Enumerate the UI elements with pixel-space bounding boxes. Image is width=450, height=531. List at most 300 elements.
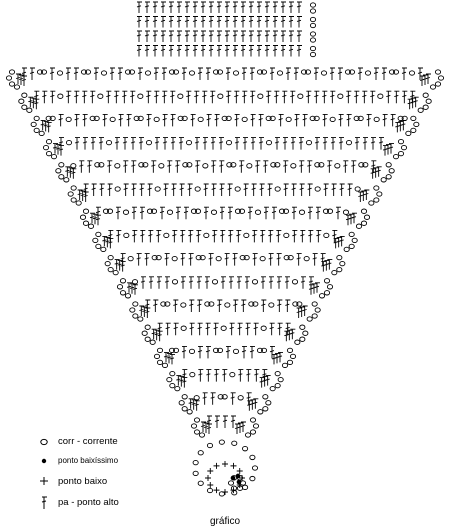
- single-crochet-stitch: [205, 475, 211, 481]
- double-crochet-stitch: [185, 46, 190, 57]
- double-crochet-stitch: [179, 138, 184, 150]
- chain-stitch: [142, 331, 147, 335]
- double-crochet-stitch: [241, 31, 246, 42]
- double-crochet-stitch: [292, 184, 297, 196]
- double-crochet-stitch: [42, 91, 47, 103]
- chain-stitch: [430, 85, 435, 89]
- double-crochet-stitch: [225, 254, 230, 266]
- double-crochet-stitch: [316, 207, 321, 219]
- double-crochet-stitch: [161, 31, 166, 42]
- double-crochet-stitch: [155, 138, 160, 150]
- double-crochet-stitch: [269, 277, 274, 289]
- double-crochet-stitch: [260, 184, 265, 196]
- chain-stitch: [186, 140, 191, 144]
- double-crochet-stitch: [204, 207, 209, 219]
- double-crochet-stitch: [265, 46, 270, 57]
- double-crochet-stitch: [402, 68, 407, 80]
- double-crochet-stitch: [261, 277, 266, 289]
- double-crochet-stitch: [270, 68, 275, 80]
- double-crochet-stitch: [283, 138, 288, 150]
- double-crochet-stitch: [160, 207, 165, 219]
- chain-stitch: [179, 401, 184, 405]
- double-crochet-stitch: [297, 31, 302, 42]
- double-crochet-stitch: [151, 161, 156, 173]
- double-crochet-stitch: [211, 393, 216, 405]
- double-crochet-stitch: [297, 46, 302, 57]
- chain-stitch: [71, 164, 76, 168]
- double-crochet-stitch: [198, 346, 203, 358]
- double-crochet-stitch: [94, 68, 99, 80]
- legend-label-single-crochet: ponto baixo: [58, 476, 108, 487]
- double-crochet-stitch: [124, 184, 129, 196]
- double-crochet-stitch: [166, 323, 171, 335]
- double-crochet-stitch: [215, 416, 220, 428]
- chain-stitch: [261, 326, 266, 330]
- chain-stitch: [207, 443, 212, 447]
- double-crochet-stitch: [175, 161, 180, 173]
- double-crochet-stitch: [206, 68, 211, 80]
- double-crochet-stitch: [201, 46, 206, 57]
- double-crochet-stitch: [299, 161, 304, 173]
- double-crochet-stitch: [154, 68, 159, 80]
- chain-stitch: [250, 476, 255, 480]
- double-crochet-stitch: [367, 114, 372, 126]
- double-crochet-stitch: [172, 184, 177, 196]
- chain-stitch: [337, 267, 342, 271]
- single-crochet-stitch: [231, 463, 237, 469]
- chain-stitch: [349, 244, 354, 248]
- double-crochet-stitch: [30, 68, 35, 80]
- chain-stitch: [253, 424, 258, 428]
- double-crochet-stitch: [228, 184, 233, 196]
- double-crochet-stitch: [257, 31, 262, 42]
- double-crochet-stitch: [231, 416, 236, 428]
- double-crochet-stitch: [162, 91, 167, 103]
- chain-stitch: [22, 105, 27, 109]
- double-crochet-stitch: [321, 262, 326, 272]
- double-crochet-stitch: [254, 323, 259, 335]
- chain-stitch: [232, 491, 237, 495]
- chain-stitch: [324, 279, 329, 283]
- chain-stitch: [219, 440, 224, 444]
- double-crochet-stitch: [196, 230, 201, 242]
- double-crochet-stitch: [153, 2, 158, 13]
- double-crochet-stitch: [281, 31, 286, 42]
- chain-stitch: [178, 94, 183, 98]
- double-crochet-stitch: [209, 254, 214, 266]
- double-crochet-stitch: [225, 31, 230, 42]
- double-crochet-stitch: [83, 114, 88, 126]
- double-crochet-stitch: [286, 68, 291, 80]
- chain-stitch: [170, 371, 175, 375]
- double-crochet-stitch: [82, 91, 87, 103]
- double-crochet-stitch: [139, 138, 144, 150]
- double-crochet-stitch: [197, 277, 202, 289]
- double-crochet-stitch: [170, 354, 175, 364]
- slip-stitch: [236, 474, 240, 478]
- double-crochet-stitch: [174, 323, 179, 335]
- double-crochet-stitch: [149, 277, 154, 289]
- double-crochet-stitch: [145, 46, 150, 57]
- chain-stitch: [110, 117, 115, 121]
- single-crochet-stitch: [207, 482, 213, 488]
- double-crochet-stitch: [198, 323, 203, 335]
- chain-stitch: [398, 139, 403, 143]
- chain-stitch: [258, 94, 263, 98]
- double-crochet-stitch: [307, 161, 312, 173]
- single-crochet-stitch: [214, 487, 220, 493]
- chain-stitch: [337, 255, 342, 259]
- double-crochet-stitch: [173, 300, 178, 312]
- chain-stitch: [51, 154, 56, 158]
- chain-stitch: [252, 280, 257, 284]
- double-crochet-stitch: [279, 114, 284, 126]
- double-crochet-stitch: [130, 91, 135, 103]
- double-crochet-stitch: [203, 138, 208, 150]
- legend-label-slip-stitch: ponto baixíssimo: [58, 456, 119, 465]
- chain-stitch: [245, 433, 250, 437]
- double-crochet-stitch: [299, 138, 304, 150]
- chain-stitch: [193, 471, 198, 475]
- double-crochet-stitch: [285, 277, 290, 289]
- chain-stitch: [330, 117, 335, 121]
- chain-stitch: [207, 488, 212, 492]
- double-crochet-stitch: [206, 370, 211, 382]
- double-crochet-stitch: [228, 230, 233, 242]
- chain-stitch: [57, 71, 62, 75]
- double-crochet-stitch: [300, 184, 305, 196]
- chain-stitch: [303, 331, 308, 335]
- double-crochet-stitch: [177, 17, 182, 28]
- chain-stitch: [96, 232, 101, 236]
- double-crochet-stitch: [246, 323, 251, 335]
- chain-stitch: [312, 314, 317, 318]
- double-crochet-stitch: [217, 17, 222, 28]
- chain-stitch: [386, 175, 391, 179]
- double-crochet-stitch: [161, 17, 166, 28]
- double-crochet-stitch: [252, 230, 257, 242]
- double-crochet-stitch: [148, 184, 153, 196]
- chain-stitch: [172, 256, 177, 260]
- double-crochet-stitch: [275, 138, 280, 150]
- chain-stitch: [14, 85, 19, 89]
- chain-stitch: [157, 360, 162, 364]
- double-crochet-stitch: [153, 17, 158, 28]
- double-crochet-stitch: [308, 207, 313, 219]
- double-crochet-stitch: [201, 17, 206, 28]
- double-crochet-stitch: [300, 230, 305, 242]
- chain-stitch: [59, 163, 64, 167]
- double-crochet-stitch: [245, 277, 250, 289]
- double-crochet-stitch: [277, 300, 282, 312]
- double-crochet-stitch: [211, 161, 216, 173]
- double-crochet-stitch: [327, 161, 332, 173]
- double-crochet-stitch: [188, 184, 193, 196]
- double-crochet-stitch: [108, 238, 113, 248]
- double-crochet-stitch: [294, 68, 299, 80]
- chain-stitch: [113, 270, 118, 274]
- chain-stitch: [120, 279, 125, 283]
- chain-stitch: [418, 108, 423, 112]
- chain-stitch: [369, 201, 374, 205]
- chain-stitch: [292, 280, 297, 284]
- double-crochet-stitch: [315, 138, 320, 150]
- chain-stitch: [238, 396, 243, 400]
- double-crochet-stitch: [217, 46, 222, 57]
- double-crochet-stitch: [284, 184, 289, 196]
- double-crochet-stitch: [225, 17, 230, 28]
- double-crochet-stitch: [163, 114, 168, 126]
- chain-stitch: [198, 481, 203, 485]
- double-crochet-stitch: [131, 138, 136, 150]
- chain-stitch: [263, 407, 268, 411]
- double-crochet-stitch: [182, 378, 187, 388]
- double-crochet-stitch: [314, 68, 319, 80]
- double-crochet-stitch: [250, 68, 255, 80]
- chain-stitch: [105, 261, 110, 265]
- chain-stitch: [287, 360, 292, 364]
- chain-stitch: [300, 337, 305, 341]
- double-crochet-stitch: [233, 300, 238, 312]
- double-crochet-stitch: [198, 68, 203, 80]
- double-crochet-stitch: [358, 192, 363, 202]
- double-crochet-stitch: [235, 114, 240, 126]
- chain-stitch: [39, 131, 44, 135]
- double-crochet-stitch: [254, 370, 259, 382]
- double-crochet-stitch: [114, 91, 119, 103]
- double-crochet-stitch: [233, 17, 238, 28]
- double-crochet-stitch: [313, 254, 318, 266]
- double-crochet-stitch: [184, 207, 189, 219]
- chain-stitch: [93, 238, 98, 242]
- double-crochet-stitch: [167, 161, 172, 173]
- double-crochet-stitch: [50, 91, 55, 103]
- double-crochet-stitch: [210, 91, 215, 103]
- slip-stitch: [237, 480, 241, 484]
- double-crochet-stitch: [250, 346, 255, 358]
- chain-stitch: [145, 325, 150, 329]
- chain-stitch: [258, 410, 263, 414]
- chain-stitch: [145, 337, 150, 341]
- chain-symbol-icon: [38, 436, 50, 448]
- double-crochet-stitch: [265, 31, 270, 42]
- double-crochet-stitch: [285, 300, 290, 312]
- double-crochet-stitch: [66, 68, 71, 80]
- chain-stitch: [88, 224, 93, 228]
- chain-stitch: [130, 308, 135, 312]
- chain-stitch: [310, 17, 315, 21]
- chain-stitch: [438, 76, 443, 80]
- chain-stitch: [138, 94, 143, 98]
- double-crochet-stitch: [371, 138, 376, 150]
- double-crochet-stitch: [223, 416, 228, 428]
- chain-stitch: [435, 82, 440, 86]
- chain-stitch: [132, 280, 137, 284]
- double-crochet-stitch: [219, 161, 224, 173]
- chain-stitch: [344, 247, 349, 251]
- double-crochet-stitch: [420, 76, 425, 86]
- chain-stitch: [199, 433, 204, 437]
- double-crochet-stitch: [309, 285, 314, 295]
- double-crochet-stitch: [336, 207, 341, 219]
- double-crochet-stitch: [238, 323, 243, 335]
- double-crochet-stitch: [209, 2, 214, 13]
- double-crochet-stitch: [66, 91, 71, 103]
- double-crochet-stitch: [221, 277, 226, 289]
- chain-stitch: [198, 451, 203, 455]
- chain-stitch: [68, 192, 73, 196]
- chain-stitch: [269, 303, 274, 307]
- chain-stitch: [34, 116, 39, 120]
- double-crochet-stitch: [116, 230, 121, 242]
- double-crochet-stitch: [402, 91, 407, 103]
- chain-stitch: [324, 291, 329, 295]
- chain-stitch: [327, 285, 332, 289]
- double-crochet-stitch: [394, 91, 399, 103]
- double-crochet-stitch: [203, 393, 208, 405]
- double-crochet-stitch: [110, 68, 115, 80]
- chain-stitch: [377, 192, 382, 196]
- chain-stitch: [361, 209, 366, 213]
- double-crochet-stitch: [145, 17, 150, 28]
- double-crochet-stitch: [172, 230, 177, 242]
- double-crochet-stitch: [191, 114, 196, 126]
- double-crochet-stitch: [148, 230, 153, 242]
- double-crochet-stitch: [222, 370, 227, 382]
- chain-stitch: [198, 117, 203, 121]
- chain-stitch: [244, 233, 249, 237]
- double-crochet-stitch: [277, 254, 282, 266]
- double-crochet-stitch: [207, 114, 212, 126]
- chain-stitch: [242, 117, 247, 121]
- double-crochet-stitch: [382, 68, 387, 80]
- chain-stitch: [393, 154, 398, 158]
- double-crochet-stitch: [169, 31, 174, 42]
- double-crochet-stitch: [233, 254, 238, 266]
- double-crochet-stitch: [137, 46, 142, 57]
- chain-stitch: [310, 32, 315, 36]
- double-crochet-stitch: [261, 300, 266, 312]
- chain-stitch: [56, 169, 61, 173]
- double-crochet-stitch: [74, 68, 79, 80]
- double-crochet-stitch: [99, 138, 104, 150]
- double-crochet-stitch: [193, 46, 198, 57]
- double-crochet-stitch: [346, 215, 351, 225]
- chain-stitch: [304, 256, 309, 260]
- double-crochet-stitch: [188, 230, 193, 242]
- chain-stitch: [319, 294, 324, 298]
- chain-stitch: [230, 372, 235, 376]
- double-crochet-stitch: [306, 91, 311, 103]
- double-crochet-stitch: [383, 146, 388, 156]
- double-crochet-stitch: [316, 230, 321, 242]
- chain-stitch: [120, 291, 125, 295]
- chain-stitch: [233, 349, 238, 353]
- chain-stitch: [43, 145, 48, 149]
- double-crochet-stitch: [103, 114, 108, 126]
- double-crochet-stitch: [226, 91, 231, 103]
- double-crochet-stitch: [270, 323, 275, 335]
- double-crochet-stitch: [141, 277, 146, 289]
- chain-stitch: [154, 117, 159, 121]
- double-crochet-stitch: [246, 370, 251, 382]
- double-crochet-stitch: [185, 2, 190, 13]
- double-crochet-symbol-icon: [38, 495, 50, 511]
- double-crochet-stitch: [354, 91, 359, 103]
- double-crochet-stitch: [180, 230, 185, 242]
- chain-stitch: [250, 418, 255, 422]
- chain-stitch: [381, 178, 386, 182]
- chain-stitch: [191, 424, 196, 428]
- double-crochet-stitch: [243, 138, 248, 150]
- chain-stitch: [275, 383, 280, 387]
- chain-stitch: [98, 94, 103, 98]
- chain-stitch: [96, 244, 101, 248]
- chain-stitch: [19, 99, 24, 103]
- double-crochet-stitch: [90, 91, 95, 103]
- chain-stitch: [22, 93, 27, 97]
- double-crochet-stitch: [161, 46, 166, 57]
- chain-stitch: [27, 108, 32, 112]
- chain-stitch: [247, 164, 252, 168]
- chain-stitch: [411, 128, 416, 132]
- chain-stitch: [282, 363, 287, 367]
- double-crochet-stitch: [235, 424, 240, 434]
- chain-stitch: [386, 163, 391, 167]
- double-crochet-stitch: [323, 114, 328, 126]
- chain-stitch: [138, 317, 143, 321]
- chain-stitch: [189, 71, 194, 75]
- double-crochet-stitch: [217, 2, 222, 13]
- double-crochet-stitch: [122, 91, 127, 103]
- double-crochet-stitch: [74, 91, 79, 103]
- chain-stitch: [194, 418, 199, 422]
- double-crochet-stitch: [323, 138, 328, 150]
- double-crochet-stitch: [220, 207, 225, 219]
- double-crochet-stitch: [147, 114, 152, 126]
- chain-stitch: [181, 303, 186, 307]
- double-crochet-stitch: [239, 161, 244, 173]
- double-crochet-stitch: [91, 138, 96, 150]
- double-crochet-stitch: [339, 114, 344, 126]
- single-crochet-stitch: [207, 468, 213, 474]
- chain-stitch: [310, 52, 315, 56]
- chain-stitch: [284, 233, 289, 237]
- double-crochet-stitch: [47, 122, 52, 132]
- double-crochet-stitch: [132, 207, 137, 219]
- double-crochet-stitch: [251, 114, 256, 126]
- double-crochet-stitch: [379, 138, 384, 150]
- double-crochet-stitch: [303, 114, 308, 126]
- chain-stitch: [250, 455, 255, 459]
- double-crochet-stitch: [92, 184, 97, 196]
- double-crochet-stitch: [297, 308, 302, 318]
- double-crochet-stitch: [190, 323, 195, 335]
- double-crochet-stitch: [209, 31, 214, 42]
- double-crochet-stitch: [228, 207, 233, 219]
- double-crochet-stitch: [247, 401, 252, 411]
- chain-stitch: [332, 270, 337, 274]
- double-crochet-stitch: [343, 161, 348, 173]
- single-crochet-stitch: [222, 461, 228, 467]
- chain-stitch: [270, 386, 275, 390]
- chain-stitch: [374, 186, 379, 190]
- chain-stitch: [76, 201, 81, 205]
- chain-stitch: [182, 395, 187, 399]
- single-crochet-stitch: [237, 468, 243, 474]
- chain-stitch: [9, 82, 14, 86]
- double-crochet-stitch: [250, 91, 255, 103]
